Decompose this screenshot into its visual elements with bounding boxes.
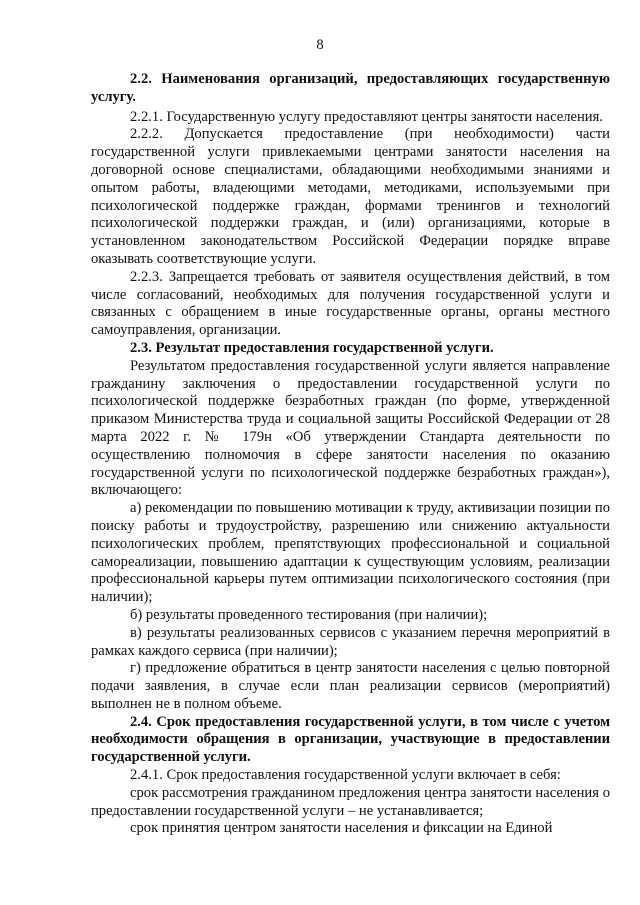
section-heading-2-3: 2.3. Результат предоставления государственной услуги. [130, 339, 494, 356]
section-heading-2-4: 2.4. Срок предоставления государственной услуги, в том числе с учетом необходимости обращения в организации, участвующие в предоставлении государственной услуги. [91, 713, 610, 766]
list-item-a: а) рекомендации по повышению мотивации к труду, активизации позиции по поиску работы и трудоустройству, разрешению или снижению актуальности психологических проблем, препятствующих профессиональной и социальной самореализации, повышению адаптации к существующим условиям, реализации профессиональной карьеры путем оптимизации психологического состояния (при наличии); [91, 500, 610, 606]
paragraph-2-4-1: 2.4.1. Срок предоставления государственной услуги включает в себя: [130, 767, 561, 784]
document-body [91, 71, 610, 838]
paragraph-review-term: срок рассмотрения гражданином предложения центра занятости населения о предоставлении государственной услуги – не устанавливается; [91, 784, 610, 819]
page-number: 8 [316, 37, 324, 53]
list-item-v: в) результаты реализованных сервисов с указанием перечня мероприятий в рамках каждого сервиса (при наличии); [91, 624, 610, 659]
paragraph-2-2-3: 2.2.3. Запрещается требовать от заявителя осуществления действий, в том числе согласований, необходимых для получения государственной услуги и связанных с обращением в иные государственные органы, органы местного самоуправления, организации. [91, 268, 610, 339]
paragraph-acceptance-term: срок принятия центром занятости населения и фиксации на Единой [130, 820, 553, 837]
section-heading-2-2: 2.2. Наименования организаций, предоставляющих государственную услугу. [91, 71, 610, 105]
list-item-g: г) предложение обратиться в центр занятости населения с целью повторной подачи заявления, в случае если план реализации сервисов (мероприятий) выполнен не в полном объеме. [91, 660, 610, 712]
paragraph-2-2-2: 2.2.2. Допускается предоставление (при необходимости) части государственной услуги привлекаемыми центрами занятости населения на договорной основе специалистами, обладающими необходимыми знаниями и опытом работы, владеющими методами, методиками, используемыми при психологической поддержке граждан, формами тренингов и технологий психологической поддержки граждан, и (или) организациями, которые в установленном законодательством Российской Федерации порядке вправе оказывать соответствующие услуги. [91, 126, 610, 267]
paragraph-result-intro: Результатом предоставления государственной услуги является направление гражданину заключения о предоставлении государственной услуги по психологической поддержке безработных граждан (по форме, утвержденной приказом Министерства труда и социальной защиты Российской Федерации от 28 марта 2022 г. № 179н «Об утверждении Стандарта деятельности по осуществлению полномочия в сфере занятости населения по оказанию государственной услуги по психологической поддержке безработных граждан»), включающего: [91, 357, 610, 499]
list-item-b: б) результаты проведенного тестирования (при наличии); [130, 606, 488, 623]
paragraph-2-2-1: 2.2.1. Государственную услугу предоставляют центры занятости населения. [130, 108, 603, 125]
